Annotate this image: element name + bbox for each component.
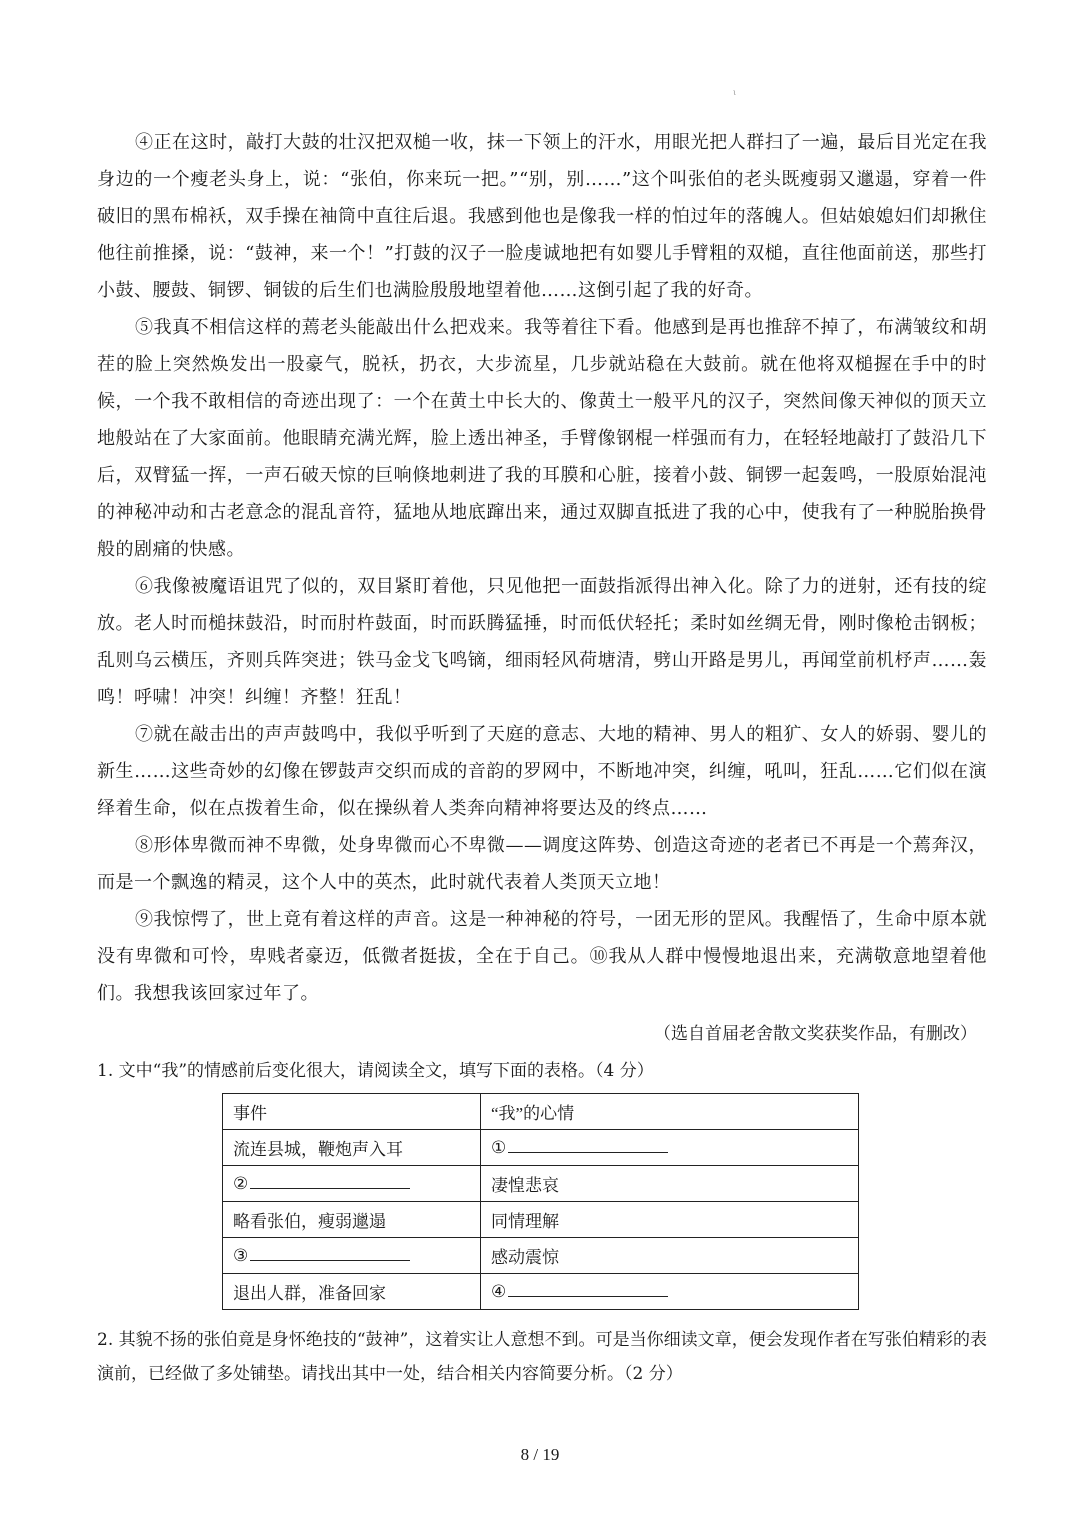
source-note: （选自首届老舍散文奖获奖作品，有删改） xyxy=(654,1024,977,1044)
mood-cell: 凄惶悲哀 xyxy=(481,1166,859,1202)
paragraph-8: ⑧形体卑微而神不卑微，处身卑微而心不卑微——调度这阵势、创造这奇迹的老者已不再是一个蔫奔汉，而是一个飘逸的精灵，这个人中的英杰，此时就代表着人类顶天立地！ xyxy=(97,835,987,893)
mood-cell[interactable] xyxy=(481,1274,859,1310)
question-1: 1. 文中“我”的情感前后变化很大，请阅读全文，填写下面的表格。（4 分） xyxy=(97,1061,654,1081)
emotion-table xyxy=(222,1093,859,1310)
answer-blank-2[interactable] xyxy=(250,1187,410,1189)
table-row xyxy=(223,1166,859,1202)
table-header-row xyxy=(223,1094,859,1130)
paragraph-7: ⑦就在敲击出的声声鼓鸣中，我似乎听到了天庭的意志、大地的精神、男人的粗犷、女人的娇弱、婴儿的新生……这些奇妙的幻像在锣鼓声交织而成的音韵的罗网中，不断地冲突，纠缠，吼叫，狂乱……它们似在演绎着生命，似在点拨着生命，似在操纵着人类奔向精神将要达及的终点…… xyxy=(97,724,987,819)
mood-cell: 感动震惊 xyxy=(481,1238,859,1274)
header-mood: “我”的心情 xyxy=(481,1094,859,1130)
table-row xyxy=(223,1202,859,1238)
header-mark: ι xyxy=(733,88,737,97)
blank-number: ③ xyxy=(233,1245,249,1265)
event-cell[interactable] xyxy=(223,1238,481,1274)
header-event: 事件 xyxy=(223,1094,481,1130)
event-cell: 退出人群，准备回家 xyxy=(223,1274,481,1310)
answer-blank-4[interactable] xyxy=(508,1295,668,1297)
paragraph-5: ⑤我真不相信这样的蔫老头能敲出什么把戏来。我等着往下看。他感到是再也推辞不掉了，布满皱纹和胡茬的脸上突然焕发出一股豪气，脱袄，扔衣，大步流星，几步就站稳在大鼓前。就在他将双槌握在手中的时候，一个我不敢相信的奇迹出现了：一个在黄土中长大的、像黄土一般平凡的汉子，突然间像天神似的顶天立地般站在了大家面前。他眼睛充满光辉，脸上透出神圣，手臂像钢棍一样强而有力，在轻轻地敲打了鼓沿几下后，双臂猛一挥，一声石破天惊的巨响倏地刺进了我的耳膜和心脏，接着小鼓、铜锣一起轰鸣，一股原始混沌的神秘冲动和古老意念的混乱音符，猛地从地底蹿出来，通过双脚直抵进了我的心中，使我有了一种脱胎换骨般的剧痛的快感。 xyxy=(97,317,987,560)
mood-cell[interactable] xyxy=(481,1130,859,1166)
paragraph-6: ⑥我像被魔语诅咒了似的，双目紧盯着他，只见他把一面鼓指派得出神入化。除了力的迸射，还有技的绽放。老人时而槌抹鼓沿，时而肘杵鼓面，时而跃腾猛捶，时而低伏轻托；柔时如丝绸无骨，刚时像枪击钢板；乱则乌云横压，齐则兵阵突进；铁马金戈飞鸣镝，细雨轻风荷塘清，劈山开路是男儿，再闻堂前机杼声……轰鸣！呼啸！冲突！纠缠！齐整！狂乱！ xyxy=(97,576,987,708)
page-number: 8 / 19 xyxy=(520,1445,560,1464)
table-row xyxy=(223,1238,859,1274)
paragraph-9: ⑨我惊愕了，世上竟有着这样的声音。这是一种神秘的符号，一团无形的罡风。我醒悟了，生命中原本就没有卑微和可怜，卑贱者豪迈，低微者挺拔，全在于自己。⑩我从人群中慢慢地退出来，充满敬意地望着他们。我想我该回家过年了。 xyxy=(97,909,987,1004)
table-row xyxy=(223,1274,859,1310)
event-cell: 略看张伯，瘦弱邋遢 xyxy=(223,1202,481,1238)
essay-body xyxy=(97,124,987,1012)
question-2: 2. 其貌不扬的张伯竟是身怀绝技的“鼓神”，这着实让人意想不到。可是当你细读文章，便会发现作者在写张伯精彩的表演前，已经做了多处铺垫。请找出其中一处，结合相关内容简要分析。（2 分） xyxy=(97,1330,987,1384)
blank-number: ④ xyxy=(491,1281,507,1301)
event-cell[interactable] xyxy=(223,1166,481,1202)
blank-number: ② xyxy=(233,1173,249,1193)
paragraph-4: ④正在这时，敲打大鼓的壮汉把双槌一收，抹一下领上的汗水，用眼光把人群扫了一遍，最后目光定在我身边的一个瘦老头身上，说：“张伯，你来玩一把。”“别，别……”这个叫张伯的老头既瘦弱又邋遢，穿着一件破旧的黑布棉袄，双手操在袖筒中直往后退。我感到他也是像我一样的怕过年的落魄人。但姑娘媳妇们却揪住他往前推搡，说：“鼓神，来一个！”打鼓的汉子一脸虔诚地把有如婴儿手臂粗的双槌，直往他面前送，那些打小鼓、腰鼓、铜锣、铜钹的后生们也满脸殷殷地望着他……这倒引起了我的好奇。 xyxy=(97,132,987,301)
mood-cell: 同情理解 xyxy=(481,1202,859,1238)
table-row xyxy=(223,1130,859,1166)
event-cell: 流连县城，鞭炮声入耳 xyxy=(223,1130,481,1166)
blank-number: ① xyxy=(491,1137,507,1157)
answer-blank-1[interactable] xyxy=(508,1151,668,1153)
answer-blank-3[interactable] xyxy=(250,1259,410,1261)
